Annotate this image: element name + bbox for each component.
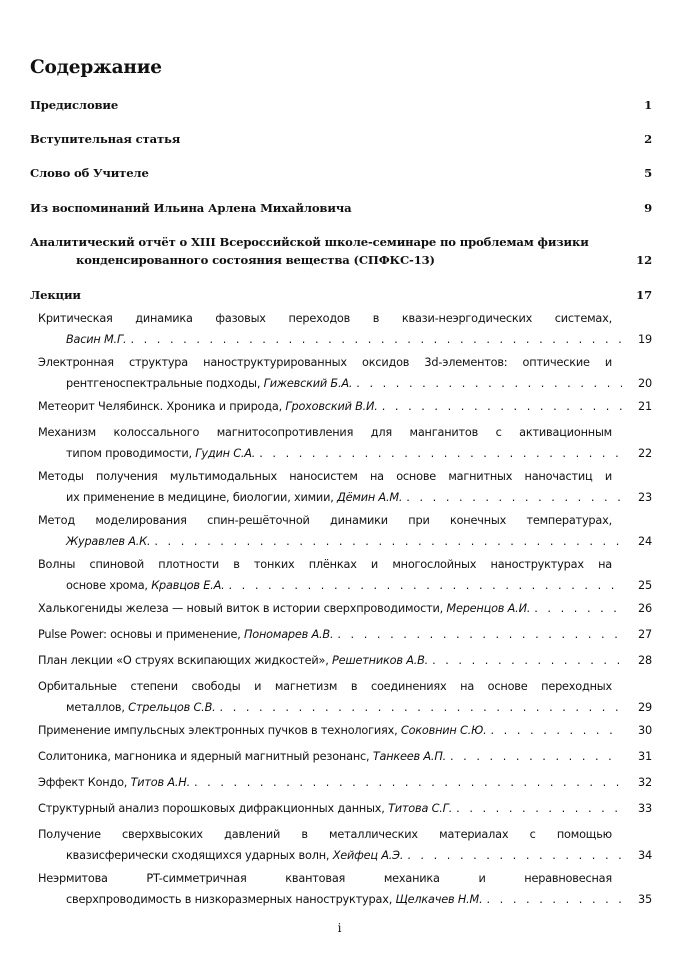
lecture-title-line: Механизм колоссального магнитосопротивления для манганитов с активационным [38,426,612,439]
toc-lecture-entry[interactable] [38,677,652,718]
lecture-text [38,799,452,820]
dot-leader [130,330,622,351]
dot-leader [337,625,622,646]
lecture-author: Танкеев А.П. [372,750,446,763]
lecture-title-text: Эффект Кондо, [38,776,131,789]
toc-lecture-entry[interactable] [38,747,652,768]
lecture-author: Щелкачев Н.М. [395,892,483,906]
lecture-title-text: квазисферически сходящихся ударных волн, [66,848,333,862]
toc-section-lectures[interactable] [30,286,652,304]
lecture-page: 21 [638,400,652,413]
lecture-page: 26 [638,602,652,615]
dot-leader [154,532,622,553]
lecture-title-text: сверхпроводимость в низкоразмерных наноструктурах, [66,892,396,906]
lecture-title-text: их применение в медицине, биологии, химии, [66,490,337,504]
lecture-last-line [38,532,652,553]
section-page: 2 [644,132,652,146]
lecture-page: 34 [638,848,652,862]
toc-lecture-entry[interactable] [38,799,652,820]
lecture-last-line [38,846,652,867]
toc-section-preface[interactable] [30,96,652,114]
lecture-author: Меренцов А.И. [446,602,531,615]
lecture-title-line: Критическая динамика фазовых переходов в квази-неэргодических системах, [38,312,612,325]
lecture-author: Пономарев А.В. [243,628,334,641]
toc-lecture-entry[interactable] [38,773,652,794]
lecture-text [66,890,482,911]
lecture-page: 33 [638,802,652,815]
lecture-page: 28 [638,654,652,667]
toc-section-teacher[interactable] [30,164,652,182]
lecture-text [66,532,150,553]
lecture-title-text: металлов, [66,700,129,714]
lecture-title-text: Солитоника, магноника и ядерный магнитный резонанс, [38,750,373,763]
lecture-page: 25 [638,578,652,592]
lecture-page: 23 [638,490,652,504]
toc-lecture-entry[interactable] [38,625,652,646]
dot-leader [194,773,622,794]
dot-leader [407,846,622,867]
lecture-author: Гроховский В.И. [285,400,378,413]
lecture-page: 27 [638,628,652,641]
lecture-last-line [38,599,652,620]
lecture-page: 19 [638,332,652,346]
lecture-author: Дёмин А.М. [337,490,403,504]
toc-lecture-entry[interactable] [38,309,652,350]
dot-leader [406,488,622,509]
dot-leader [382,397,622,418]
lecture-author: Соковнин С.Ю. [400,724,487,737]
toc-lecture-entry[interactable] [38,651,652,672]
lecture-author: Кравцов Е.А. [151,578,225,592]
lecture-last-line [38,397,652,418]
lecture-title-text: Применение импульсных электронных пучков в технологиях, [38,724,401,737]
lecture-text [66,374,352,395]
lecture-text [38,397,378,418]
lecture-text [38,625,333,646]
lecture-last-line [38,374,652,395]
lecture-author: Васин М.Г. [66,332,127,346]
dot-leader [450,747,622,768]
page-number: i [337,921,342,935]
toc-lecture-entry[interactable] [38,423,652,464]
dot-leader [356,374,622,395]
lecture-last-line [38,576,652,597]
toc-section-intro-article[interactable] [30,130,652,148]
lecture-page: 29 [638,700,652,714]
lecture-page: 22 [638,446,652,460]
section-label: Предисловие [30,98,119,112]
lecture-text [38,773,190,794]
lecture-title-text: Pulse Power: основы и применение, [38,628,244,641]
toc-lecture-entry[interactable] [38,599,652,620]
lecture-title-text: рентгеноспектральные подходы, [66,376,264,390]
toc-lecture-entry[interactable] [38,467,652,508]
lecture-text [66,846,403,867]
dot-leader [534,599,622,620]
lecture-title-line: Орбитальные степени свободы и магнетизм в соединениях на основе переходных [38,680,612,693]
lecture-title-line: Электронная структура наноструктурированных оксидов 3d-элементов: оптические и [38,356,612,369]
lecture-last-line [38,721,652,742]
lecture-title-line: Метод моделирования спин-решёточной динамики при конечных температурах, [38,514,612,527]
toc-lecture-entry[interactable] [38,511,652,552]
section-label: Слово об Учителе [30,166,149,180]
lecture-last-line [38,799,652,820]
lecture-last-line [38,698,652,719]
lecture-title-text: основе хрома, [66,578,152,592]
section-label-line2: конденсированного состояния вещества (СПФКС-13) [76,253,435,267]
dot-leader [432,651,622,672]
lecture-title-line: Методы получения мультимодальных наносистем на основе магнитных наночастиц и [38,470,612,483]
dot-leader [486,890,622,911]
toc-section-memories[interactable] [30,199,652,217]
lecture-last-line [38,488,652,509]
section-page: 5 [644,166,652,180]
section-page: 1 [644,98,652,112]
lecture-title-text: Халькогениды железа — новый виток в истории сверхпроводимости, [38,602,447,615]
section-page: 9 [644,201,652,215]
lecture-text [38,747,446,768]
lecture-last-line [38,444,652,465]
lecture-author: Титова С.Г. [388,802,453,815]
lecture-text [38,599,530,620]
lecture-text [66,488,402,509]
dot-leader [456,799,622,820]
lecture-text [38,721,486,742]
section-label: Лекции [30,288,81,302]
lecture-page: 31 [638,750,652,763]
lecture-page: 32 [638,776,652,789]
toc-lecture-entry[interactable] [38,869,652,910]
lecture-author: Хейфец А.Э. [332,848,404,862]
toc-lecture-entry[interactable] [38,825,652,866]
lecture-author: Журавлев А.К. [66,534,151,548]
lecture-title-line: Получение сверхвысоких давлений в металлических материалах с помощью [38,828,612,841]
lecture-page: 24 [638,534,652,548]
lecture-author: Титов А.Н. [130,776,190,789]
dot-leader [490,721,622,742]
section-page: 12 [636,253,652,267]
lecture-title-text: План лекции «О струях вскипающих жидкостей», [38,654,333,667]
lecture-author: Гудин С.А. [195,446,256,460]
toc-lecture-entry[interactable] [38,397,652,418]
toc-lecture-entry[interactable] [38,353,652,394]
toc-section-report[interactable] [30,233,652,269]
dot-leader [229,576,623,597]
section-label: Из воспоминаний Ильина Арлена Михайловича [30,201,352,215]
lecture-author: Стрельцов С.В. [128,700,216,714]
lecture-page: 20 [638,376,652,390]
lecture-page: 30 [638,724,652,737]
lecture-text [66,330,126,351]
lecture-author: Гижевский Б.А. [263,376,353,390]
section-page: 17 [636,288,652,302]
dot-leader [259,444,622,465]
lecture-last-line [38,625,652,646]
toc-lecture-entry[interactable] [38,721,652,742]
section-label-line1: Аналитический отчёт о XIII Всероссийской школе-семинаре по проблемам физики [30,235,589,249]
lecture-text [66,444,255,465]
lecture-page: 35 [638,892,652,906]
lecture-title-text: Метеорит Челябинск. Хроника и природа, [38,400,286,413]
lecture-title-text: типом проводимости, [66,446,196,460]
lecture-title-line: Волны спиновой плотности в тонких плёнках и многослойных наноструктурах на [38,558,612,571]
lecture-text [38,651,428,672]
lecture-title-line: Неэрмитова PT-симметричная квантовая механика и неравновесная [38,872,612,885]
lecture-last-line [38,890,652,911]
lecture-title-text: Структурный анализ порошковых дифракционных данных, [38,802,389,815]
section-label: Вступительная статья [30,132,181,146]
lecture-last-line [38,747,652,768]
dot-leader [220,698,622,719]
toc-lecture-entry[interactable] [38,555,652,596]
lecture-last-line [38,330,652,351]
lecture-last-line [38,651,652,672]
lecture-text [66,698,216,719]
lecture-author: Решетников А.В. [332,654,429,667]
lecture-last-line [38,773,652,794]
lecture-text [66,576,225,597]
page-title: Содержание [30,57,162,78]
